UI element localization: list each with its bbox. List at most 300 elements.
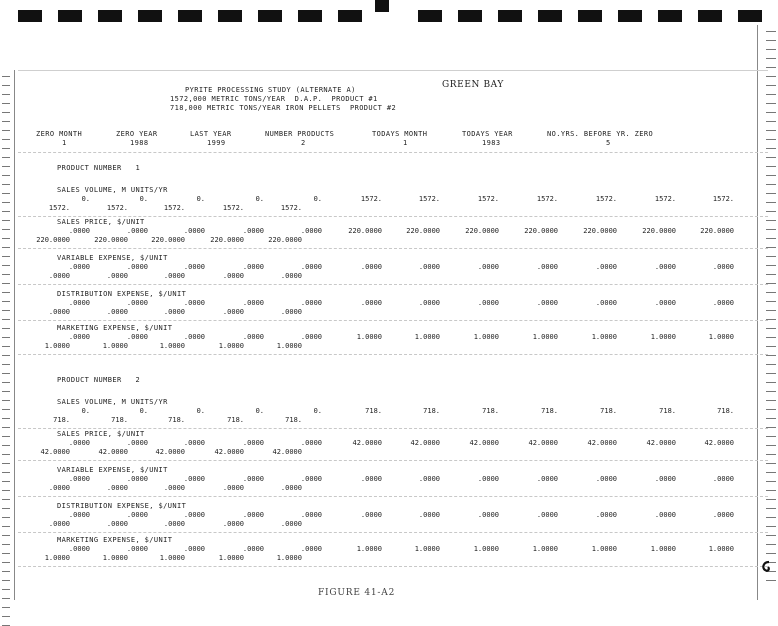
value-cell: .0000: [712, 475, 734, 483]
value-cell: 718.: [365, 407, 382, 415]
value-cell: .0000: [536, 511, 558, 519]
value-cell: .0000: [712, 263, 734, 271]
value-cell: 718.: [168, 416, 185, 424]
value-cell: .0000: [242, 263, 264, 271]
value-cell: 718.: [717, 407, 734, 415]
section-divider: [18, 320, 768, 321]
header-value-last-year: 1999: [207, 139, 226, 147]
margin-tick: [766, 31, 776, 32]
value-cell: .0000: [477, 299, 499, 307]
section-divider: [18, 460, 768, 461]
margin-tick: [2, 463, 10, 464]
value-cell: 1572.: [595, 195, 617, 203]
perforation-hole: [538, 10, 562, 22]
margin-tick: [2, 148, 10, 149]
perforation-hole: [658, 10, 682, 22]
value-cell: .0000: [280, 520, 302, 528]
value-cell: .0000: [242, 439, 264, 447]
value-cell: 1572.: [163, 204, 185, 212]
margin-tick: [766, 148, 776, 149]
value-cell: 42.0000: [352, 439, 382, 447]
value-cell: .0000: [183, 333, 205, 341]
margin-tick: [2, 121, 10, 122]
value-cell: .0000: [418, 263, 440, 271]
value-cell: .0000: [242, 299, 264, 307]
margin-tick: [2, 364, 10, 365]
margin-tick: [766, 103, 776, 104]
section-label: SALES PRICE, $/UNIT: [57, 430, 145, 438]
margin-tick: [2, 265, 10, 266]
value-cell: .0000: [163, 308, 185, 316]
perforation-hole: [738, 10, 762, 22]
value-cell: 1.0000: [473, 333, 499, 341]
margin-tick: [766, 337, 776, 338]
margin-tick: [2, 481, 10, 482]
value-cell: .0000: [126, 333, 148, 341]
value-cell: .0000: [477, 263, 499, 271]
perforation-hole: [698, 10, 722, 22]
margin-tick: [2, 508, 10, 509]
value-cell: .0000: [48, 484, 70, 492]
value-cell: 718.: [111, 416, 128, 424]
margin-tick: [2, 337, 10, 338]
value-cell: 718.: [227, 416, 244, 424]
header-label-zero-month: ZERO MONTH: [36, 130, 83, 138]
value-cell: 1.0000: [218, 342, 244, 350]
section-label: DISTRIBUTION EXPENSE, $/UNIT: [57, 290, 187, 298]
value-cell: .0000: [126, 227, 148, 235]
section-divider: [18, 428, 768, 429]
margin-tick: [2, 301, 10, 302]
margin-tick: [2, 427, 10, 428]
margin-tick: [2, 535, 10, 536]
value-cell: .0000: [126, 439, 148, 447]
margin-tick: [2, 580, 10, 581]
margin-tick: [2, 112, 10, 113]
value-cell: 220.0000: [348, 227, 382, 235]
value-cell: .0000: [126, 475, 148, 483]
value-cell: 1.0000: [591, 545, 617, 553]
value-cell: .0000: [163, 520, 185, 528]
margin-tick: [766, 454, 776, 455]
margin-tick: [766, 301, 776, 302]
margin-tick: [766, 472, 776, 473]
value-cell: .0000: [300, 333, 322, 341]
report-subtitle-product-2: 718,000 METRIC TONS/YEAR IRON PELLETS PRODUCT #2: [170, 104, 397, 112]
value-cell: 1.0000: [650, 545, 676, 553]
value-cell: .0000: [242, 511, 264, 519]
margin-tick: [2, 418, 10, 419]
value-cell: .0000: [712, 511, 734, 519]
value-cell: 0.: [139, 195, 148, 203]
value-cell: .0000: [300, 511, 322, 519]
value-cell: .0000: [300, 439, 322, 447]
header-label-todays-month: TODAYS MONTH: [372, 130, 428, 138]
value-cell: 1.0000: [532, 333, 558, 341]
value-cell: .0000: [654, 475, 676, 483]
margin-tick: [2, 355, 10, 356]
value-cell: 1.0000: [708, 333, 734, 341]
margin-tick: [2, 517, 10, 518]
value-cell: 1.0000: [102, 554, 128, 562]
margin-tick: [766, 499, 776, 500]
value-cell: 718.: [659, 407, 676, 415]
value-cell: .0000: [68, 439, 90, 447]
value-cell: 1.0000: [159, 342, 185, 350]
value-cell: 220.0000: [583, 227, 617, 235]
value-cell: 220.0000: [524, 227, 558, 235]
margin-tick: [766, 193, 776, 194]
section-divider: [18, 216, 768, 217]
value-cell: 718.: [423, 407, 440, 415]
value-cell: .0000: [68, 333, 90, 341]
value-cell: 42.0000: [214, 448, 244, 456]
value-cell: .0000: [595, 263, 617, 271]
margin-tick: [766, 310, 776, 311]
value-cell: .0000: [163, 484, 185, 492]
value-cell: 42.0000: [528, 439, 558, 447]
margin-tick: [766, 463, 776, 464]
value-cell: .0000: [300, 299, 322, 307]
margin-tick: [766, 508, 776, 509]
margin-tick: [766, 382, 776, 383]
section-label: VARIABLE EXPENSE, $/UNIT: [57, 466, 168, 474]
page-top-rule: [18, 70, 768, 71]
margin-tick: [2, 274, 10, 275]
value-cell: .0000: [477, 475, 499, 483]
margin-tick: [2, 139, 10, 140]
value-cell: .0000: [536, 263, 558, 271]
value-cell: .0000: [163, 272, 185, 280]
value-cell: .0000: [360, 299, 382, 307]
value-cell: .0000: [360, 511, 382, 519]
margin-tick: [2, 94, 10, 95]
margin-tick: [766, 94, 776, 95]
margin-tick: [2, 598, 10, 599]
value-cell: 220.0000: [36, 236, 70, 244]
margin-tick: [766, 391, 776, 392]
margin-tick: [2, 193, 10, 194]
margin-tick: [2, 607, 10, 608]
margin-tick: [2, 562, 10, 563]
value-cell: .0000: [126, 545, 148, 553]
value-cell: 1572.: [536, 195, 558, 203]
margin-tick: [766, 364, 776, 365]
value-cell: .0000: [48, 272, 70, 280]
value-cell: .0000: [280, 484, 302, 492]
margin-tick: [2, 220, 10, 221]
margin-tick: [2, 202, 10, 203]
value-cell: 1.0000: [159, 554, 185, 562]
figure-caption: FIGURE 41-A2: [318, 588, 396, 598]
value-cell: .0000: [68, 475, 90, 483]
margin-tick: [766, 184, 776, 185]
margin-tick: [766, 256, 776, 257]
value-cell: 1572.: [477, 195, 499, 203]
value-cell: .0000: [300, 545, 322, 553]
value-cell: .0000: [654, 299, 676, 307]
margin-tick: [2, 103, 10, 104]
margin-tick: [2, 499, 10, 500]
section-label: VARIABLE EXPENSE, $/UNIT: [57, 254, 168, 262]
header-label-number-products: NUMBER PRODUCTS: [265, 130, 335, 138]
value-cell: 220.0000: [210, 236, 244, 244]
margin-tick: [766, 409, 776, 410]
perforation-hole: [218, 10, 242, 22]
value-cell: 1572.: [360, 195, 382, 203]
header-divider: [18, 152, 768, 153]
section-label: MARKETING EXPENSE, $/UNIT: [57, 536, 173, 544]
header-value-todays-year: 1983: [482, 139, 501, 147]
value-cell: .0000: [126, 511, 148, 519]
value-cell: .0000: [106, 272, 128, 280]
value-cell: .0000: [300, 227, 322, 235]
header-value-years-before-zero: 5: [606, 139, 611, 147]
perforation-hole: [498, 10, 522, 22]
margin-tick: [766, 220, 776, 221]
right-sprocket-margin: [757, 25, 778, 600]
margin-tick: [2, 490, 10, 491]
value-cell: 42.0000: [155, 448, 185, 456]
margin-tick: [2, 319, 10, 320]
margin-tick: [766, 175, 776, 176]
margin-tick: [766, 418, 776, 419]
value-cell: 1572.: [418, 195, 440, 203]
margin-tick: [766, 85, 776, 86]
margin-tick: [766, 400, 776, 401]
margin-tick: [2, 553, 10, 554]
value-cell: .0000: [126, 299, 148, 307]
report-title: PYRITE PROCESSING STUDY (ALTERNATE A): [185, 86, 356, 94]
margin-tick: [766, 76, 776, 77]
margin-tick: [766, 121, 776, 122]
margin-tick: [766, 436, 776, 437]
value-cell: 1572.: [48, 204, 70, 212]
margin-tick: [766, 202, 776, 203]
value-cell: .0000: [300, 475, 322, 483]
header-value-zero-month: 1: [62, 139, 67, 147]
value-cell: .0000: [654, 511, 676, 519]
value-cell: .0000: [477, 511, 499, 519]
perforation-strip: [0, 10, 778, 24]
perforation-hole: [258, 10, 282, 22]
margin-tick: [766, 211, 776, 212]
value-cell: .0000: [418, 299, 440, 307]
margin-tick: [2, 310, 10, 311]
margin-tick: [2, 130, 10, 131]
header-label-years-before-zero: NO.YRS. BEFORE YR. ZERO: [547, 130, 654, 138]
value-cell: .0000: [654, 263, 676, 271]
value-cell: 42.0000: [98, 448, 128, 456]
margin-tick: [766, 328, 776, 329]
margin-tick: [2, 616, 10, 617]
margin-tick: [766, 130, 776, 131]
value-cell: 1.0000: [650, 333, 676, 341]
value-cell: .0000: [106, 308, 128, 316]
margin-tick: [2, 346, 10, 347]
margin-tick: [2, 391, 10, 392]
value-cell: .0000: [595, 475, 617, 483]
value-cell: 1.0000: [591, 333, 617, 341]
page-curl-mark: [760, 560, 772, 578]
value-cell: 1.0000: [356, 333, 382, 341]
value-cell: .0000: [106, 520, 128, 528]
value-cell: 1572.: [654, 195, 676, 203]
perforation-hole: [458, 10, 482, 22]
margin-tick: [766, 238, 776, 239]
value-cell: 1.0000: [356, 545, 382, 553]
perforation-hole: [578, 10, 602, 22]
value-cell: .0000: [242, 545, 264, 553]
value-cell: 42.0000: [410, 439, 440, 447]
margin-tick: [2, 400, 10, 401]
value-cell: 1.0000: [276, 554, 302, 562]
value-cell: .0000: [68, 299, 90, 307]
margin-tick: [766, 535, 776, 536]
margin-tick: [2, 445, 10, 446]
margin-tick: [2, 544, 10, 545]
margin-tick: [766, 40, 776, 41]
perforation-hole: [58, 10, 82, 22]
left-sprocket-margin: [0, 70, 15, 600]
margin-tick: [2, 166, 10, 167]
value-cell: 0.: [313, 407, 322, 415]
value-cell: .0000: [242, 475, 264, 483]
value-cell: .0000: [68, 545, 90, 553]
value-cell: .0000: [222, 308, 244, 316]
header-label-todays-year: TODAYS YEAR: [462, 130, 513, 138]
perforation-hole: [98, 10, 122, 22]
margin-tick: [766, 445, 776, 446]
value-cell: 42.0000: [587, 439, 617, 447]
value-cell: 1.0000: [102, 342, 128, 350]
value-cell: .0000: [68, 263, 90, 271]
margin-tick: [2, 238, 10, 239]
perforation-hole: [418, 10, 442, 22]
value-cell: .0000: [595, 299, 617, 307]
value-cell: .0000: [183, 511, 205, 519]
value-cell: 1.0000: [44, 554, 70, 562]
value-cell: 220.0000: [465, 227, 499, 235]
value-cell: 0.: [255, 407, 264, 415]
margin-tick: [766, 157, 776, 158]
value-cell: .0000: [183, 263, 205, 271]
value-cell: 718.: [482, 407, 499, 415]
value-cell: 220.0000: [151, 236, 185, 244]
perforation-hole: [178, 10, 202, 22]
perforation-hole: [298, 10, 322, 22]
value-cell: .0000: [183, 299, 205, 307]
margin-tick: [2, 283, 10, 284]
value-cell: .0000: [183, 545, 205, 553]
header-label-last-year: LAST YEAR: [190, 130, 232, 138]
margin-tick: [766, 49, 776, 50]
value-cell: 42.0000: [646, 439, 676, 447]
product-heading: PRODUCT NUMBER 2: [57, 376, 141, 384]
value-cell: 1.0000: [414, 545, 440, 553]
section-divider: [18, 354, 768, 355]
value-cell: 1572.: [106, 204, 128, 212]
value-cell: 42.0000: [40, 448, 70, 456]
margin-tick: [2, 382, 10, 383]
margin-tick: [2, 526, 10, 527]
value-cell: .0000: [242, 227, 264, 235]
value-cell: 0.: [255, 195, 264, 203]
margin-tick: [2, 436, 10, 437]
value-cell: .0000: [418, 511, 440, 519]
margin-tick: [2, 589, 10, 590]
value-cell: .0000: [712, 299, 734, 307]
perforation-hole: [338, 10, 362, 22]
value-cell: 1.0000: [473, 545, 499, 553]
margin-tick: [766, 517, 776, 518]
margin-tick: [2, 85, 10, 86]
section-label: DISTRIBUTION EXPENSE, $/UNIT: [57, 502, 187, 510]
value-cell: .0000: [360, 475, 382, 483]
value-cell: .0000: [242, 333, 264, 341]
margin-tick: [2, 409, 10, 410]
handwritten-location-label: GREEN BAY: [442, 80, 504, 90]
margin-tick: [2, 211, 10, 212]
margin-tick: [766, 58, 776, 59]
perforation-hole: [138, 10, 162, 22]
value-cell: .0000: [280, 272, 302, 280]
value-cell: .0000: [106, 484, 128, 492]
value-cell: 1.0000: [44, 342, 70, 350]
value-cell: .0000: [68, 511, 90, 519]
margin-tick: [766, 553, 776, 554]
value-cell: 0.: [196, 407, 205, 415]
value-cell: 42.0000: [272, 448, 302, 456]
margin-tick: [766, 580, 776, 581]
value-cell: .0000: [595, 511, 617, 519]
value-cell: 1.0000: [532, 545, 558, 553]
header-value-zero-year: 1988: [130, 139, 149, 147]
value-cell: 220.0000: [268, 236, 302, 244]
value-cell: 718.: [285, 416, 302, 424]
margin-tick: [766, 112, 776, 113]
section-label: SALES VOLUME, M UNITS/YR: [57, 398, 168, 406]
value-cell: .0000: [280, 308, 302, 316]
section-divider: [18, 284, 768, 285]
margin-tick: [2, 157, 10, 158]
margin-tick: [2, 175, 10, 176]
margin-tick: [766, 373, 776, 374]
value-cell: .0000: [222, 272, 244, 280]
margin-tick: [766, 274, 776, 275]
value-cell: .0000: [360, 263, 382, 271]
value-cell: 220.0000: [406, 227, 440, 235]
value-cell: .0000: [68, 227, 90, 235]
report-subtitle-product-1: 1572,000 METRIC TONS/YEAR D.A.P. PRODUCT #1: [170, 95, 378, 103]
margin-tick: [2, 328, 10, 329]
margin-tick: [766, 526, 776, 527]
margin-tick: [766, 265, 776, 266]
section-label: SALES VOLUME, M UNITS/YR: [57, 186, 168, 194]
value-cell: 718.: [53, 416, 70, 424]
value-cell: 42.0000: [469, 439, 499, 447]
binder-clip-mark: [375, 0, 389, 12]
value-cell: 718.: [541, 407, 558, 415]
value-cell: 1.0000: [218, 554, 244, 562]
margin-tick: [2, 229, 10, 230]
value-cell: .0000: [222, 484, 244, 492]
header-value-number-products: 2: [301, 139, 306, 147]
value-cell: 42.0000: [704, 439, 734, 447]
value-cell: .0000: [536, 299, 558, 307]
section-label: MARKETING EXPENSE, $/UNIT: [57, 324, 173, 332]
margin-tick: [2, 472, 10, 473]
